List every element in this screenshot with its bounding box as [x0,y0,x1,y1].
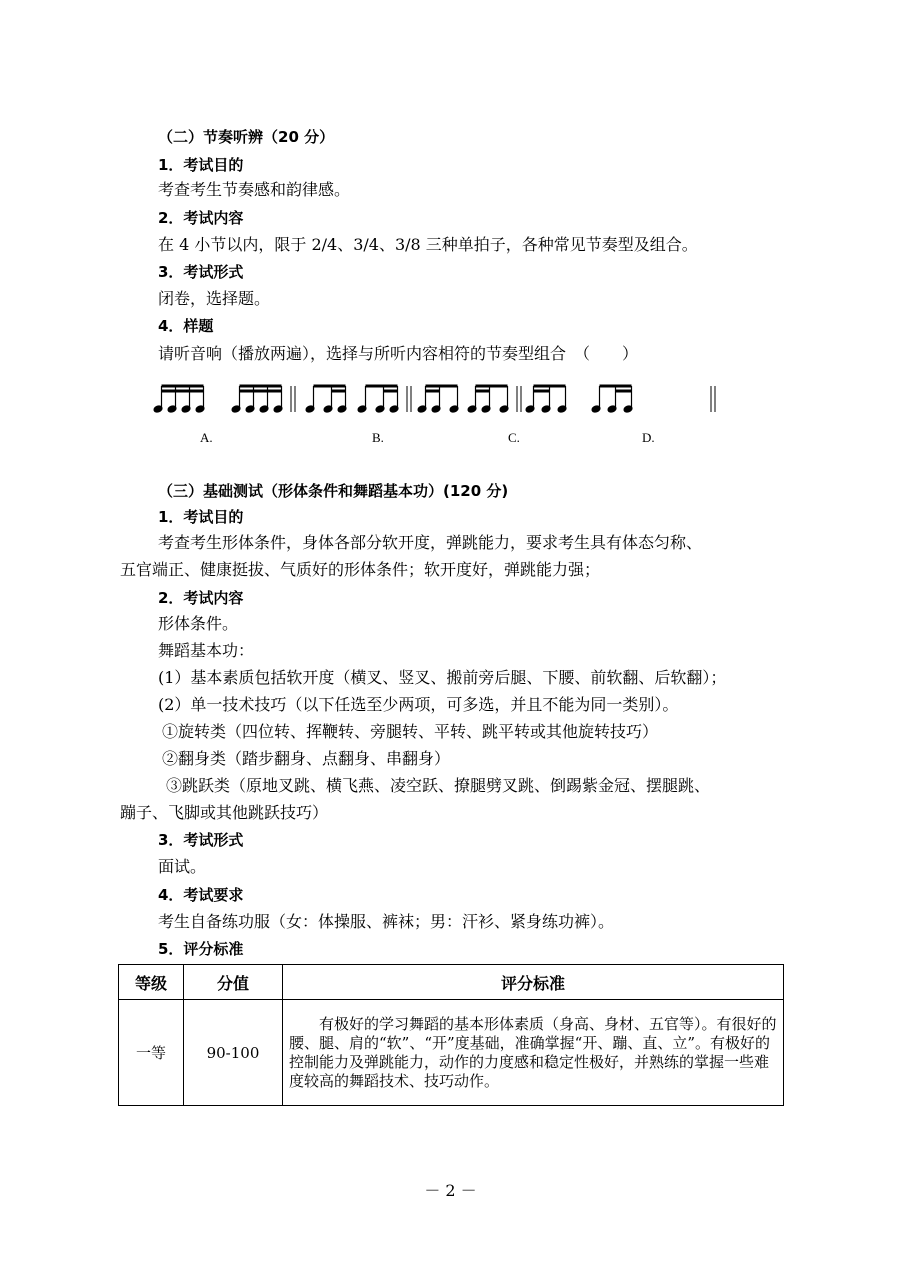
section2-heading-2: 2．考试内容 [158,209,244,227]
table-row [119,1000,784,1106]
rhythm-b-group-1 [305,386,347,413]
section3-text-4: 考生自备练功服（女：体操服、裤袜；男：汗衫、紧身练功裤）。 [158,912,615,931]
section2-heading-4: 4．样题 [158,317,214,335]
sample-question: 请听音响（播放两遍），选择与所听内容相符的节奏型组合 （ ） [158,344,639,363]
rhythm-c-group-1 [417,386,459,413]
section3-heading-4: 4．考试要求 [158,886,244,904]
table-header-row [119,965,784,1000]
page-number: － 2 － [424,1181,477,1200]
rhythm-c-group-2 [467,386,509,413]
section3-text-2c: (1）基本素质包括软开度（横叉、竖叉、搬前旁后腿、下腰、前软翻、后软翻）； [158,668,727,687]
table-cell-criteria [283,1000,784,1106]
section2-text-2: 在 4 小节以内，限于 2/4、3/4、3/8 三种单拍子，各种常见节奏型及组合。 [158,235,698,254]
section3-text-2h: 蹦子、飞脚或其他跳跃技巧） [120,803,329,822]
table-cell-score: 90-100 [184,1000,283,1106]
section3-text-2a: 形体条件。 [158,614,239,633]
section3-heading-1: 1．考试目的 [158,508,244,526]
section2-text-3: 闭卷，选择题。 [158,289,271,308]
section2-title: （二）节奏听辨（20 分） [158,128,335,146]
rhythm-b-group-2 [357,386,399,413]
rhythm-notation-image [150,380,730,416]
grading-table [118,964,784,1106]
table-header-criteria: 评分标准 [283,965,784,1000]
section3-text-3: 面试。 [158,857,207,876]
section2-heading-1: 1．考试目的 [158,156,244,174]
section3-text-2b: 舞蹈基本功： [158,641,255,660]
section2-text-1: 考查考生节奏感和韵律感。 [158,180,351,199]
table-header-score: 分值 [184,965,283,1000]
section3-heading-5: 5．评分标准 [158,940,244,958]
rhythm-a-group-1 [153,386,205,413]
section3-text-2f: ②翻身类（踏步翻身、点翻身、串翻身） [162,749,451,768]
section3-text-1a: 考查考生形体条件，身体各部分软开度，弹跳能力，要求考生具有体态匀称、 [158,533,703,552]
section2-heading-3: 3．考试形式 [158,263,244,281]
table-cell-level: 一等 [119,1000,184,1106]
option-b-label: B. [372,430,384,445]
rhythm-a-group-2 [231,386,283,413]
section3-heading-3: 3．考试形式 [158,831,244,849]
section3-text-2d: (2）单一技术技巧（以下任选至少两项，可多选，并且不能为同一类别）。 [158,695,679,714]
section3-text-1b: 五官端正、健康挺拔、气质好的形体条件；软开度好，弹跳能力强； [120,560,601,579]
section3-title: （三）基础测试（形体条件和舞蹈基本功）(120 分) [158,482,509,500]
section3-text-2e: ①旋转类（四位转、挥鞭转、旁腿转、平转、跳平转或其他旋转技巧） [162,722,659,741]
rhythm-d-group-2 [591,386,633,413]
table-header-level: 等级 [119,965,184,1000]
section3-text-2g: ③跳跃类（原地叉跳、横飞燕、凌空跃、撩腿劈叉跳、倒踢紫金冠、摆腿跳、 [166,776,711,795]
section3-heading-2: 2．考试内容 [158,589,244,607]
option-d-label: D. [642,430,655,445]
option-a-label: A. [200,430,213,445]
option-c-label: C. [508,430,520,445]
criteria-text: 有极好的学习舞蹈的基本形体素质（身高、身材、五官等）。有很好的腰、腿、肩的“软”、“开”度基础，准确掌握“开、蹦、直、立”。有极好的控制能力及弹跳能力，动作的力度感和稳定性极好，并熟练的掌握一些难度较高的舞蹈技术、技巧动作。 [289,1014,777,1090]
rhythm-d-group-1 [525,386,567,413]
